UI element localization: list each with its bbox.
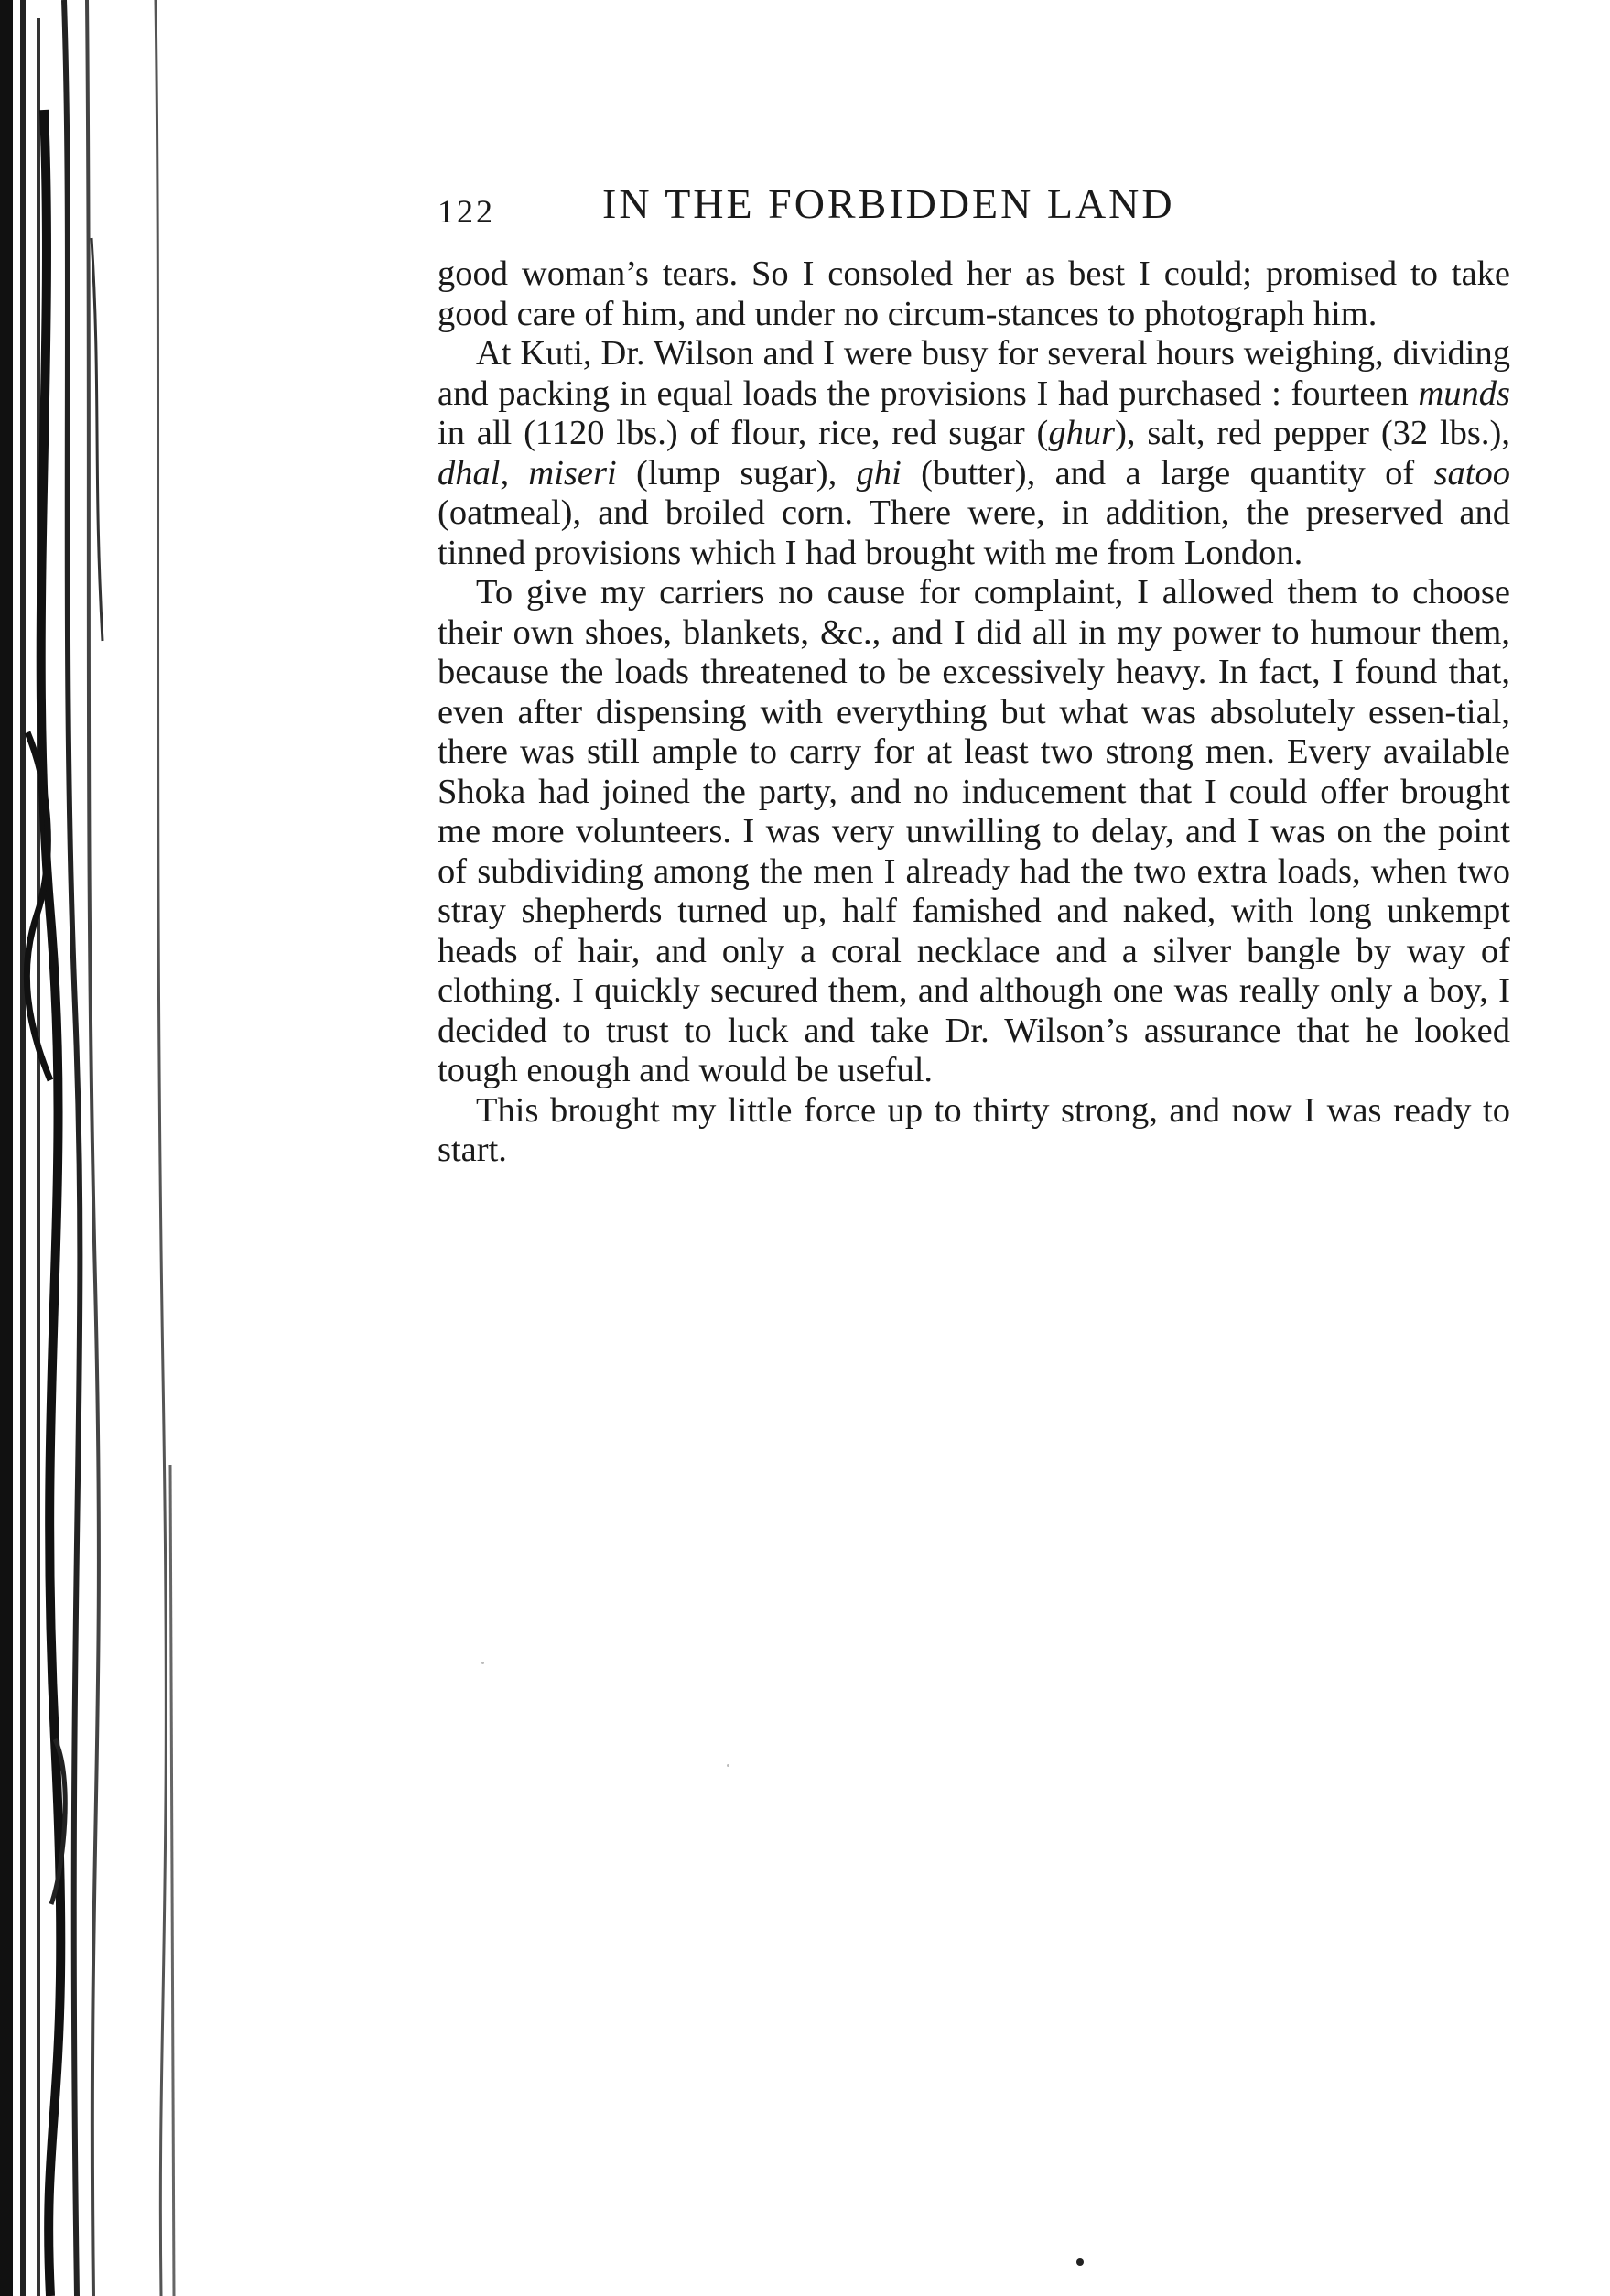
scan-speck: [727, 1764, 729, 1767]
text-run: in all (1120 lbs.) of flour, rice, red sugar (: [438, 414, 1049, 452]
text-run: (butter), and a large quantity of: [901, 453, 1434, 493]
text-run: This brought my little force up to thirty strong, and now I was ready to start.: [438, 1090, 1510, 1169]
text-run: To give my carriers no cause for complaint, I allowed them to choose their own shoes, blankets, &c., and I did all in my power to humour them, because the loads threatened to be excessively heavy. In fact, I found that, even after dispensing with everything but what was absolutely essen-tial, there was still ample to carry for at least two strong men. Every available Shoka had joined the party, and no inducement that I could offer brought me more volunteers. I was very unwilling to delay, and I was on the point of subdividing among the men I already had the two extra loads, when two stray shepherds turned up, half famished and naked, with long unkempt heads of hair, and only a coral necklace and a silver bangle by way of clothing. I quickly secured them, and although one was really only a boy, I decided to trust to luck and take Dr. Wilson’s assurance that he looked tough enough and would be useful.: [438, 573, 1510, 1089]
page-number: 122: [438, 193, 495, 230]
text-run: (lump sugar),: [616, 453, 857, 493]
scan-speck: [481, 1662, 484, 1664]
body-text: [438, 255, 1510, 1171]
italic-term: dhal, miseri: [438, 453, 617, 493]
paragraph: [438, 255, 1510, 334]
italic-term: munds: [1418, 374, 1510, 413]
italic-term: ghi: [856, 453, 902, 493]
text-run: good woman’s tears. So I consoled her as best I could; promised to take good care of him, and under no circum-stances to photograph him.: [438, 255, 1510, 333]
italic-term: ghur: [1048, 414, 1116, 452]
text-run: At Kuti, Dr. Wilson and I were busy for several hours weighing, dividing and packing in equal loads the provisions I had purchased : fourteen: [438, 334, 1510, 413]
text-run: (oatmeal), and broiled corn. There were, in addition, the preserved and tinned provisions which I had brought with me from London.: [438, 493, 1510, 572]
page-header: [438, 179, 1508, 234]
paragraph: [438, 334, 1510, 573]
italic-term: satoo: [1433, 453, 1510, 493]
binding-edge: [0, 0, 183, 2296]
paragraph: [438, 573, 1510, 1091]
text-run: ), salt, red pepper (32 lbs.),: [1115, 414, 1510, 452]
scan-speck: [1076, 2258, 1084, 2266]
paragraph: [438, 1091, 1510, 1171]
running-title: IN THE FORBIDDEN LAND: [602, 180, 1175, 227]
